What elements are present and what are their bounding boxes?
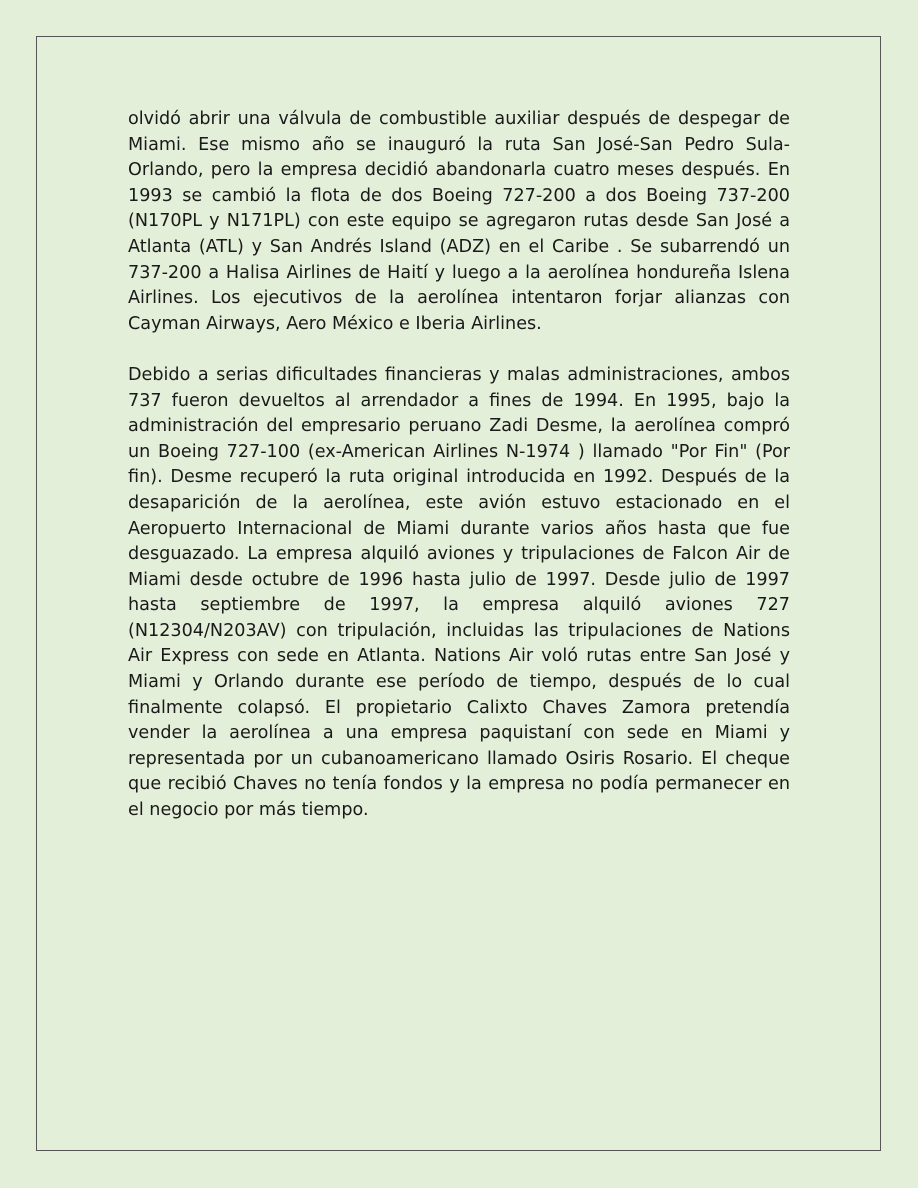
paragraph-2: Debido a serias dificultades financieras y malas administraciones, ambos 737 fueron devueltos al arrendador a fines de 1994. En 1995, bajo la administración del empresario peruano Zadi Desme, la aerolínea compró un Boeing 727-100 (ex-American Airlines N-1974 ) llamado "Por Fin" (Por fin). Desme recuperó la ruta original introducida en 1992. Después de la desaparición de la aerolínea, este avión estuvo estacionado en el Aeropuerto Internacional de Miami durante varios años hasta que fue desguazado. La empresa alquiló aviones y tripulaciones de Falcon Air de Miami desde octubre de 1996 hasta julio de 1997. Desde julio de 1997 hasta septiembre de 1997, la empresa alquiló aviones 727 (N12304/N203AV) con tripulación, incluidas las tripulaciones de Nations Air Express con sede en Atlanta. Nations Air voló rutas entre San José y Miami y Orlando durante ese período de tiempo, después de lo cual finalmente colapsó. El propietario Calixto Chaves Zamora pretendía vender la aerolínea a una empresa paquistaní con sede en Miami y representada por un cubanoamericano llamado Osiris Rosario. El cheque que recibió Chaves no tenía fondos y la empresa no podía permanecer en el negocio por más tiempo. xyxy=(128,364,790,821)
document-body xyxy=(128,107,790,849)
paragraph-1: olvidó abrir una válvula de combustible auxiliar después de despegar de Miami. Ese mismo año se inauguró la ruta San José-San Pedro Sula-Orlando, pero la empresa decidió abandonarla cuatro meses después. En 1993 se cambió la flota de dos Boeing 727-200 a dos Boeing 737-200 (N170PL y N171PL) con este equipo se agregaron rutas desde San José a Atlanta (ATL) y San Andrés Island (ADZ) en el Caribe . Se subarrendó un 737-200 a Halisa Airlines de Haití y luego a la aerolínea hondureña Islena Airlines. Los ejecutivos de la aerolínea intentaron forjar alianzas con Cayman Airways, Aero México e Iberia Airlines. xyxy=(128,109,790,334)
